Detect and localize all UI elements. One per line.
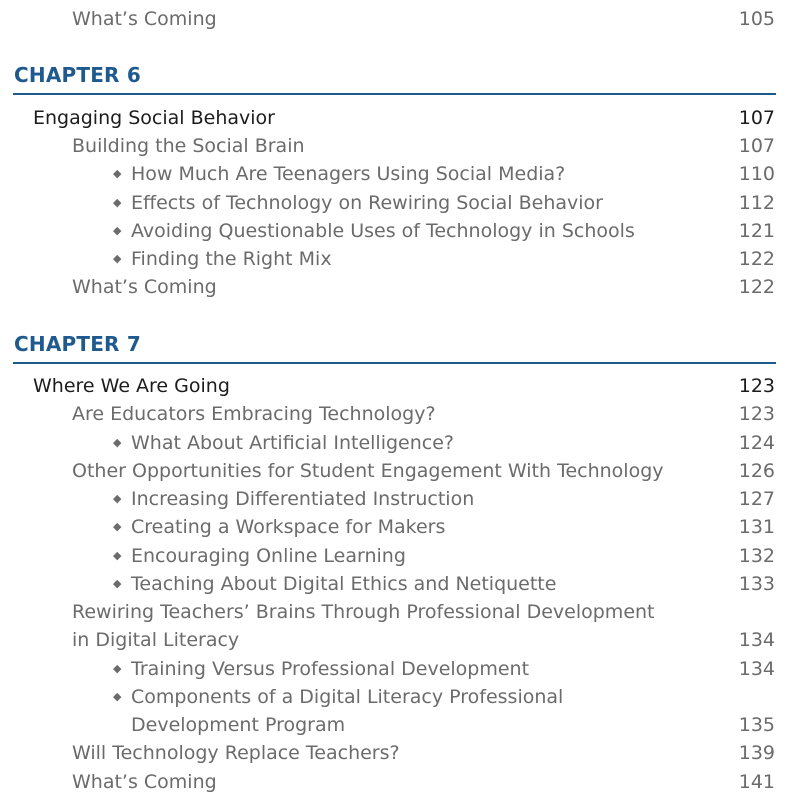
toc-entry-page: 131 bbox=[738, 516, 775, 538]
toc-entry-title: What’s Coming bbox=[72, 771, 217, 793]
toc-entry-title: What’s Coming bbox=[72, 276, 217, 298]
toc-entry-title: How Much Are Teenagers Using Social Media? bbox=[131, 163, 566, 185]
toc-entry-whats-coming-ch5[interactable] bbox=[0, 5, 800, 33]
toc-entry-title: in Digital Literacy bbox=[72, 629, 240, 651]
toc-subentry[interactable] bbox=[0, 245, 800, 273]
toc-subentry[interactable] bbox=[0, 683, 800, 711]
chapter-7-rule bbox=[13, 362, 776, 364]
toc-entry-page: 134 bbox=[738, 658, 775, 680]
toc-entry[interactable] bbox=[0, 132, 800, 160]
toc-entry-page: 127 bbox=[738, 488, 775, 510]
toc-subentry[interactable] bbox=[0, 485, 800, 513]
toc-entry-title: Increasing Differentiated Instruction bbox=[131, 488, 475, 510]
toc-entry[interactable] bbox=[0, 457, 800, 485]
toc-entry-page: 107 bbox=[738, 107, 775, 129]
toc-entry-page: 123 bbox=[738, 375, 775, 397]
toc-entry-page: 112 bbox=[738, 192, 775, 214]
toc-subentry[interactable] bbox=[0, 189, 800, 217]
toc-entry-page: 124 bbox=[738, 432, 775, 454]
toc-entry-title: Effects of Technology on Rewiring Social Behavior bbox=[131, 192, 603, 214]
toc-entry-title: Encouraging Online Learning bbox=[131, 545, 406, 567]
toc-subentry-continuation[interactable] bbox=[0, 711, 800, 739]
toc-entry-page: 107 bbox=[738, 135, 775, 157]
toc-subentry[interactable] bbox=[0, 160, 800, 188]
toc-entry-page: 133 bbox=[738, 573, 775, 595]
toc-entry-page: 134 bbox=[738, 629, 775, 651]
toc-subentry[interactable] bbox=[0, 429, 800, 457]
toc-entry-title: Building the Social Brain bbox=[72, 135, 305, 157]
toc-entry-continuation[interactable] bbox=[0, 626, 800, 654]
diamond-bullet-icon: ◆ bbox=[113, 492, 122, 505]
toc-entry-page: 122 bbox=[738, 248, 775, 270]
toc-entry-title: Finding the Right Mix bbox=[131, 248, 332, 270]
toc-chapter-7-title[interactable] bbox=[0, 372, 800, 400]
toc-entry-page: 132 bbox=[738, 545, 775, 567]
chapter-7-heading: CHAPTER 7 bbox=[14, 332, 141, 356]
toc-entry[interactable] bbox=[0, 768, 800, 796]
diamond-bullet-icon: ◆ bbox=[113, 224, 122, 237]
diamond-bullet-icon: ◆ bbox=[113, 690, 122, 703]
toc-entry-title: Will Technology Replace Teachers? bbox=[72, 742, 400, 764]
toc-entry-title: Are Educators Embracing Technology? bbox=[72, 403, 436, 425]
toc-subentry[interactable] bbox=[0, 570, 800, 598]
diamond-bullet-icon: ◆ bbox=[113, 252, 122, 265]
toc-entry-page: 126 bbox=[738, 460, 775, 482]
diamond-bullet-icon: ◆ bbox=[113, 167, 122, 180]
toc-subentry[interactable] bbox=[0, 542, 800, 570]
toc-entry[interactable] bbox=[0, 739, 800, 767]
diamond-bullet-icon: ◆ bbox=[113, 577, 122, 590]
chapter-6-heading: CHAPTER 6 bbox=[14, 63, 141, 87]
toc-entry-title: Creating a Workspace for Makers bbox=[131, 516, 446, 538]
toc-entry-title: Teaching About Digital Ethics and Netiquette bbox=[131, 573, 557, 595]
toc-entry[interactable] bbox=[0, 598, 800, 626]
toc-subentry[interactable] bbox=[0, 513, 800, 541]
toc-entry-page: 121 bbox=[738, 220, 775, 242]
toc-entry-page: 105 bbox=[738, 8, 775, 30]
toc-entry-page: 135 bbox=[738, 714, 775, 736]
diamond-bullet-icon: ◆ bbox=[113, 662, 122, 675]
toc-entry-page: 139 bbox=[738, 742, 775, 764]
chapter-6-rule bbox=[13, 93, 776, 95]
diamond-bullet-icon: ◆ bbox=[113, 520, 122, 533]
toc-entry-page: 141 bbox=[738, 771, 775, 793]
toc-entry-title: Engaging Social Behavior bbox=[33, 107, 275, 129]
toc-entry-title: Components of a Digital Literacy Professional bbox=[131, 686, 564, 708]
diamond-bullet-icon: ◆ bbox=[113, 436, 122, 449]
toc-entry-title: What About Artificial Intelligence? bbox=[131, 432, 454, 454]
toc-entry-page: 110 bbox=[738, 163, 775, 185]
toc-entry-title: Other Opportunities for Student Engagement With Technology bbox=[72, 460, 664, 482]
toc-entry[interactable] bbox=[0, 400, 800, 428]
toc-entry-page: 123 bbox=[738, 403, 775, 425]
toc-subentry[interactable] bbox=[0, 655, 800, 683]
toc-entry-title: What’s Coming bbox=[72, 8, 217, 30]
diamond-bullet-icon: ◆ bbox=[113, 196, 122, 209]
toc-entry-title: Where We Are Going bbox=[33, 375, 230, 397]
toc-entry-title: Rewiring Teachers’ Brains Through Professional Development bbox=[72, 601, 655, 623]
toc-entry-title: Avoiding Questionable Uses of Technology in Schools bbox=[131, 220, 635, 242]
toc-entry-title: Development Program bbox=[131, 714, 346, 736]
diamond-bullet-icon: ◆ bbox=[113, 549, 122, 562]
toc-entry-page: 122 bbox=[738, 276, 775, 298]
toc-subentry[interactable] bbox=[0, 217, 800, 245]
toc-entry-title: Training Versus Professional Development bbox=[131, 658, 530, 680]
toc-entry[interactable] bbox=[0, 273, 800, 301]
toc-chapter-6-title[interactable] bbox=[0, 104, 800, 132]
